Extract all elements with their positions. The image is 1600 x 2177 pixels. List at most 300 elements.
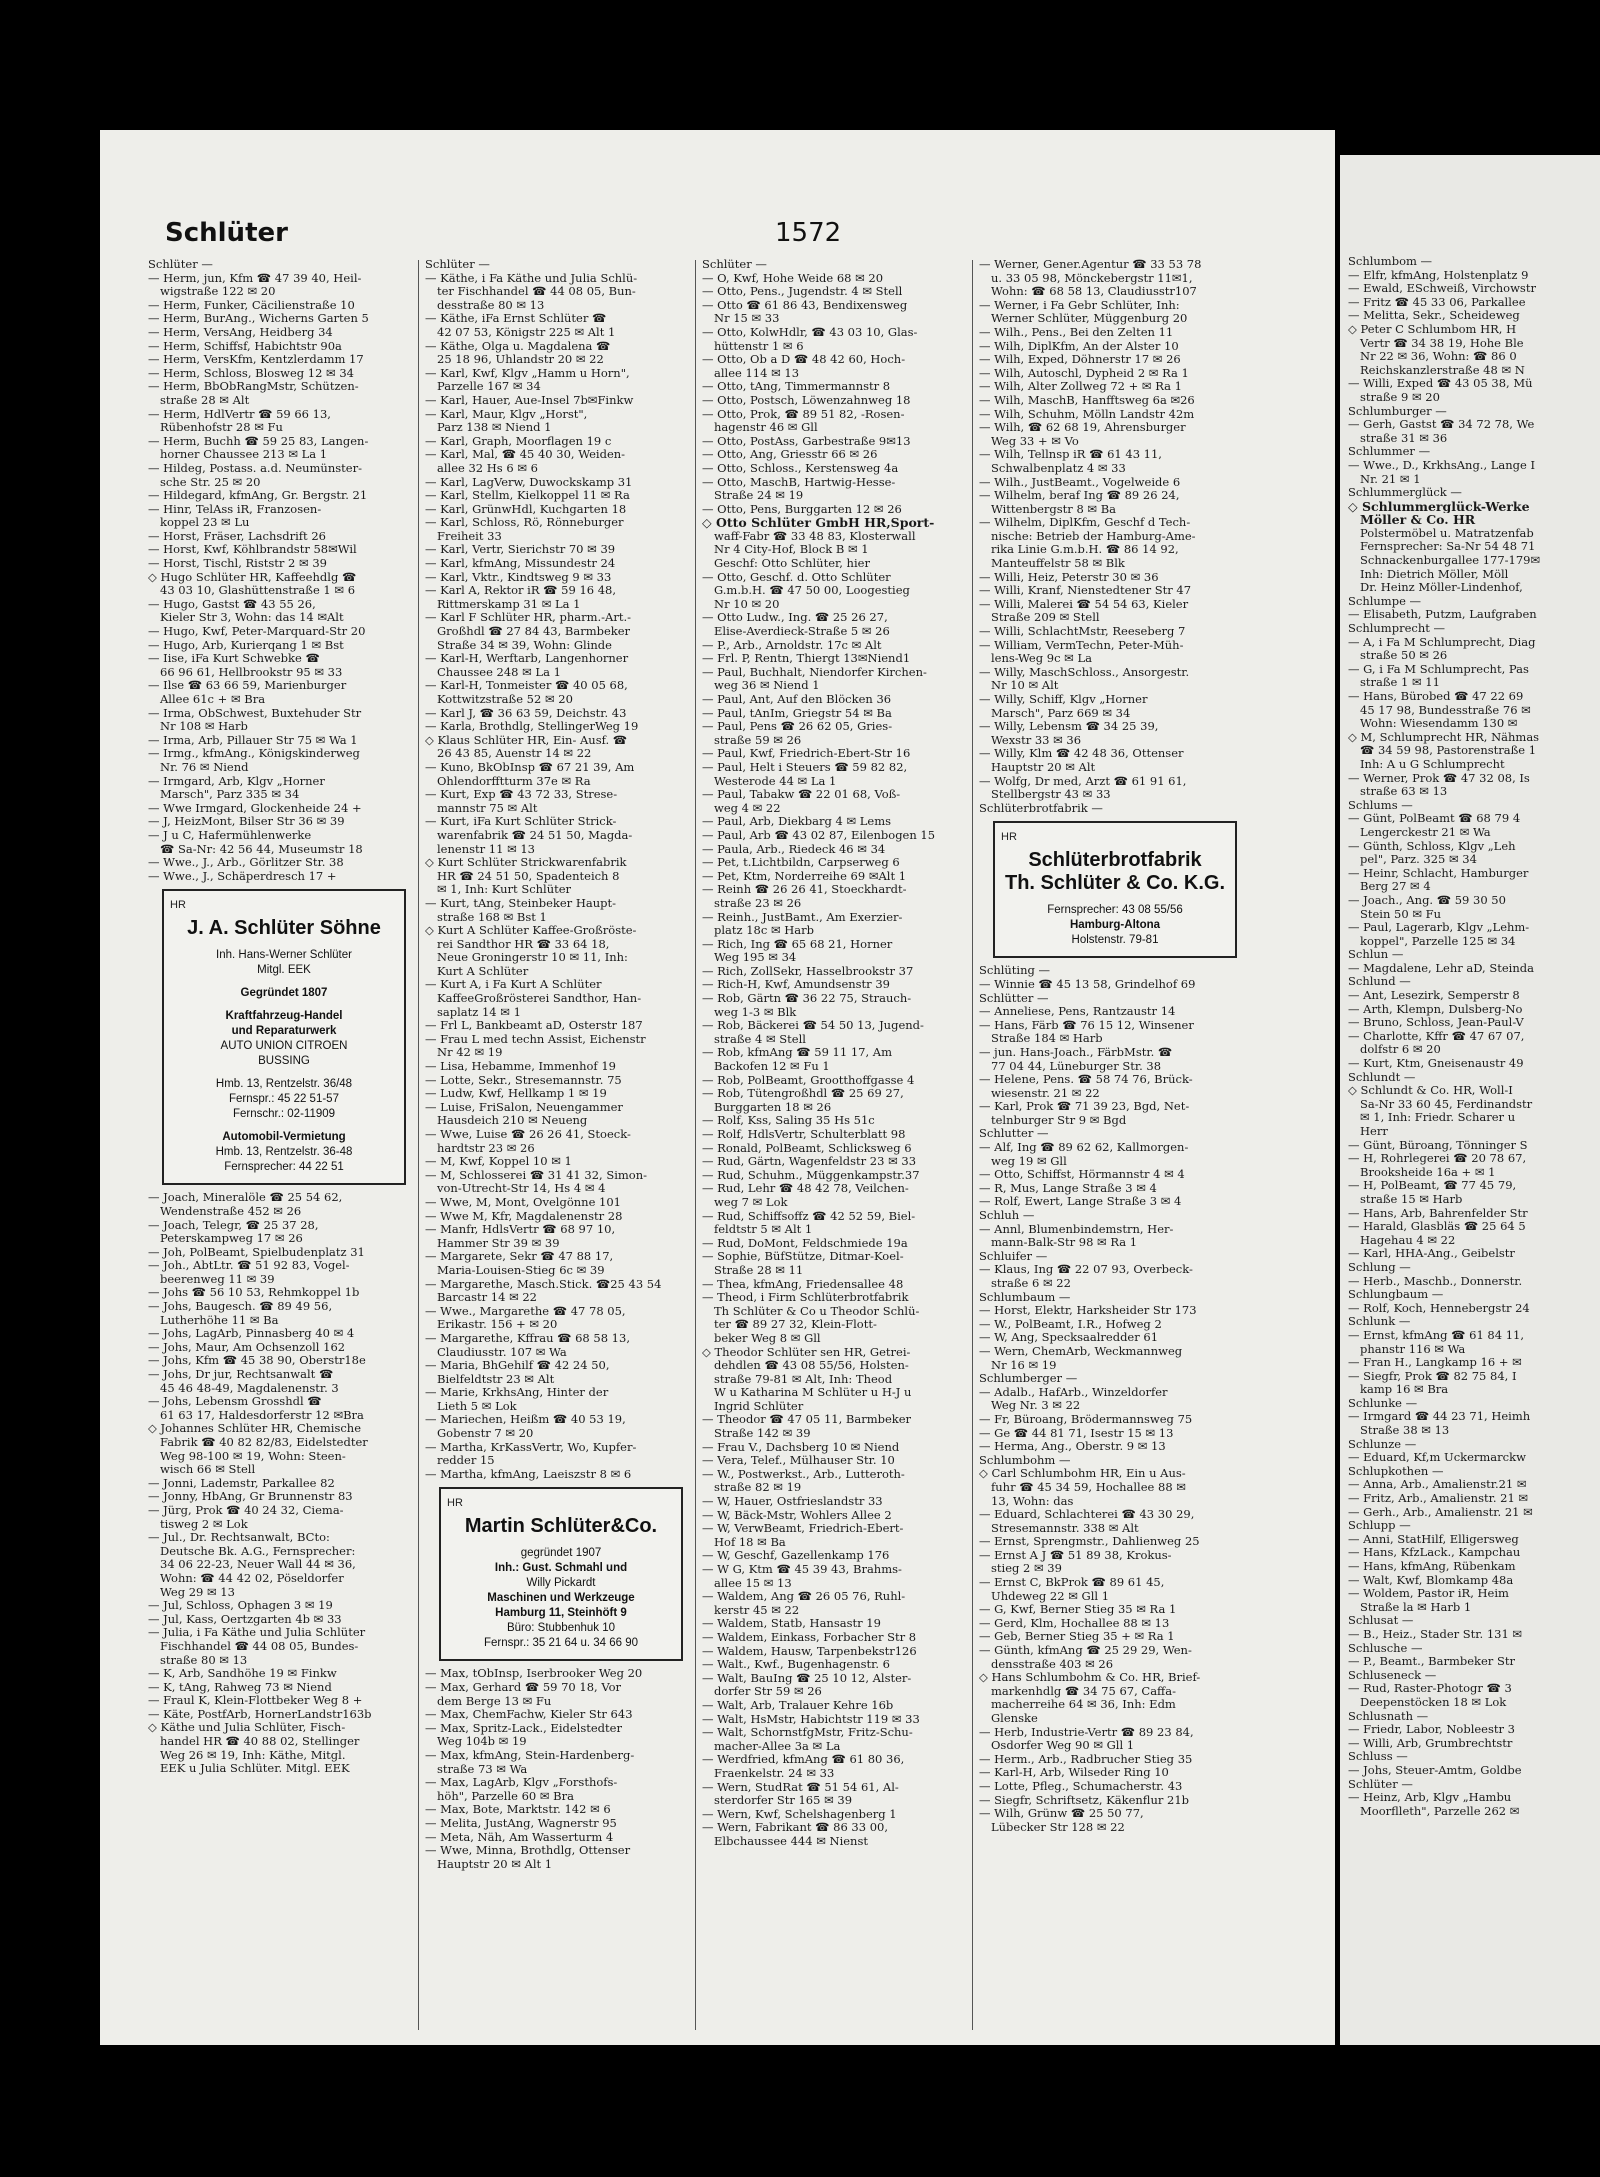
directory-entry-line: — Arth, Klempn, Dulsberg-No xyxy=(1348,1002,1523,1016)
directory-entry-line: wisch 66 ✉ Stell xyxy=(160,1463,256,1477)
directory-entry-line: straße 28 ✉ Alt xyxy=(160,393,250,407)
directory-entry-line: W u Katharina M Schlüter u H-J u xyxy=(714,1386,912,1400)
directory-entry-line: — Wwe, Minna, Brothdlg, Ottenser xyxy=(425,1844,631,1858)
directory-entry-line: — Karl, Kwf, Klgv „Hamm u Horn", xyxy=(425,366,630,380)
directory-entry-line: — P., Arb., Arnoldstr. 17c ✉ Alt xyxy=(702,638,882,652)
directory-entry-line: — Frl. P, Rentn, Thiergt 13✉Niend1 xyxy=(702,652,911,666)
directory-entry-line: Reichskanzlerstraße 48 ✉ N xyxy=(1360,363,1525,377)
directory-entry-line: Barcastr 14 ✉ 22 xyxy=(437,1291,537,1305)
directory-entry-line: — Joh., AbtLtr. ☎ 51 92 83, Vogel- xyxy=(148,1259,350,1273)
directory-entry-line: — Walt, HsMstr, Habichtstr 119 ✉ 33 xyxy=(702,1712,920,1726)
directory-entry-line: — Herm, VersAng, Heidberg 34 xyxy=(148,325,333,339)
directory-entry-line: — Annl, Blumenbindemstrn, Her- xyxy=(979,1222,1174,1236)
directory-entry-line: Burggarten 18 ✉ 26 xyxy=(714,1100,832,1114)
directory-entry-line: 45 17 98, Bundesstraße 76 ✉ xyxy=(1360,703,1531,717)
directory-entry-line: Schlüterbrotfabrik — xyxy=(979,801,1103,815)
directory-entry-line: — Wilh, Autoschl, Dypheid 2 ✉ Ra 1 xyxy=(979,366,1189,380)
directory-entry-line: Schluseneck — xyxy=(1348,1668,1437,1682)
directory-entry-line: Th Schlüter & Co u Theodor Schlü- xyxy=(714,1304,920,1318)
directory-entry-line: Schlumbohm — xyxy=(979,1453,1071,1467)
directory-entry-line: — Karl, Mal, ☎ 45 40 30, Weiden- xyxy=(425,448,626,462)
directory-entry-line: Glenske xyxy=(991,1712,1038,1725)
directory-entry-line: Schlunke — xyxy=(1348,1396,1418,1410)
directory-entry-line: — Waldem, Einkass, Forbacher Str 8 xyxy=(702,1630,917,1644)
directory-entry-line: — G, Kwf, Berner Stieg 35 ✉ Ra 1 xyxy=(979,1603,1177,1617)
directory-entry-line: — Bruno, Schloss, Jean-Paul-V xyxy=(1348,1016,1524,1030)
directory-entry-line: — Irma, Arb, Pillauer Str 75 ✉ Wa 1 xyxy=(148,733,358,747)
directory-entry-line: Rittmerskamp 31 ✉ La 1 xyxy=(437,597,581,611)
ad-title: Schlüterbrotfabrik Th. Schlüter & Co. K.G. xyxy=(1004,849,1225,895)
directory-entry-line: — Paul, Tabakw ☎ 22 01 68, Voß- xyxy=(702,788,901,802)
directory-entry-line: Schlupp — xyxy=(1348,1519,1411,1533)
directory-entry-line: — Rob, Tütengroßhdl ☎ 25 69 27, xyxy=(702,1087,904,1101)
directory-entry-line: — Otto, Postsch, Löwenzahnweg 18 xyxy=(702,393,911,407)
directory-entry-line: wiesenstr. 21 ✉ 22 xyxy=(991,1086,1100,1100)
directory-entry-line: macher-Allee 3a ✉ La xyxy=(714,1739,841,1753)
directory-entry-line: — Karl, LagVerw, Duwockskamp 31 xyxy=(425,475,633,489)
directory-entry-line: 77 04 44, Lüneburger Str. 38 xyxy=(991,1059,1162,1073)
ad-line: Kraftfahrzeug-Handel xyxy=(225,1010,343,1023)
directory-entry-line: — Margarethe, Kffrau ☎ 68 58 13, xyxy=(425,1331,630,1345)
directory-entry-line: — Johs ☎ 56 10 53, Rehmkoppel 1b xyxy=(148,1286,360,1300)
directory-entry-line: — Martha, kfmAng, Laeiszstr 8 ✉ 6 xyxy=(425,1467,632,1481)
directory-entry-line: — W., Postwerkst., Arb., Lutteroth- xyxy=(702,1467,905,1481)
directory-entry-line: Schluh — xyxy=(979,1209,1035,1223)
directory-entry-line: Fabrik ☎ 40 82 82/83, Eidelstedter xyxy=(160,1436,368,1449)
ad-line xyxy=(170,1122,398,1130)
directory-entry-line: straße 4 ✉ Stell xyxy=(714,1032,806,1046)
directory-entry-line: — Herb, Industrie-Vertr ☎ 89 23 84, xyxy=(979,1725,1194,1739)
directory-entry-line: Moorflleth", Parzelle 262 ✉ xyxy=(1360,1804,1520,1818)
directory-entry-line: — Herm, BbObRangMstr, Schützen- xyxy=(148,380,359,394)
directory-entry-line: Erikastr. 156 + ✉ 20 xyxy=(437,1318,558,1332)
directory-entry-line: — Max, LagArb, Klgv „Forsthofs- xyxy=(425,1776,618,1790)
ad-line: Fernspr.: 35 21 64 u. 34 66 90 xyxy=(483,1637,639,1650)
directory-entry-line: — Käte, PostfArb, HornerLandstr163b xyxy=(148,1707,372,1721)
directory-entry-line: Schlütter — xyxy=(979,991,1049,1005)
directory-entry-line: — Friedr, Labor, Nobleestr 3 xyxy=(1348,1723,1515,1737)
directory-entry-line: — Otto, Pens, Burggarten 12 ✉ 26 xyxy=(702,502,902,516)
directory-entry-line: redder 15 xyxy=(437,1454,495,1468)
directory-entry-line: — Wilh, Alter Zollweg 72 + ✉ Ra 1 xyxy=(979,380,1182,394)
directory-entry-line: fuhr ☎ 45 34 59, Hochallee 88 ✉ xyxy=(991,1480,1186,1494)
directory-entry-line: Dr. Heinz Möller-Lindenhof, xyxy=(1360,581,1523,595)
directory-entry-line: Weg 33 + ✉ Vo xyxy=(991,434,1079,448)
ad-line: Fernsprecher: 44 22 51 xyxy=(224,1161,344,1174)
directory-entry-line: — Jonny, HbAng, Gr Brunnenstr 83 xyxy=(148,1490,353,1504)
directory-entry-line: — Heinz, Arb, Klgv „Hambu xyxy=(1348,1791,1512,1805)
directory-entry-line: — Pet, t.Lichtbildn, Carpserweg 6 xyxy=(702,856,900,870)
directory-entry-line: — Gerd, Klm, Hochallee 88 ✉ 13 xyxy=(979,1616,1170,1630)
directory-entry-line: — Johs, Lebensm Grosshdl ☎ xyxy=(148,1395,322,1409)
directory-entry-line: Schlüter — xyxy=(702,258,767,271)
column-2 xyxy=(425,258,687,2038)
directory-entry-line: allee 114 ✉ 13 xyxy=(714,366,800,380)
directory-entry-line: — Hans, Bürobed ☎ 47 22 69 xyxy=(1348,690,1524,703)
ad-line: Maschinen und Werkzeuge xyxy=(487,1592,635,1605)
directory-entry-line: — Jonni, Lademstr, Parkallee 82 xyxy=(148,1476,335,1490)
directory-entry-line: — Karl, Stellm, Kielkoppel 11 ✉ Ra xyxy=(425,489,630,503)
directory-entry-line: Fraenkelstr. 24 ✉ 33 xyxy=(714,1766,835,1780)
directory-entry-line: — Maria, BhGehilf ☎ 42 24 50, xyxy=(425,1359,610,1373)
directory-entry-line: ◇ Kurt Schlüter Strickwarenfabrik xyxy=(425,856,627,870)
directory-entry-line: — Hugo, Gastst ☎ 43 55 26, xyxy=(148,597,316,611)
directory-entry-line: — Ilse ☎ 63 66 59, Marienburger xyxy=(148,679,347,693)
directory-entry-line: Lutherhöhe 11 ✉ Ba xyxy=(160,1313,279,1327)
directory-entry-line: Fernsprecher: Sa-Nr 54 48 71 xyxy=(1360,540,1536,554)
directory-entry-line: straße 1 ✉ 11 xyxy=(1360,676,1440,690)
directory-entry-line: Westerode 44 ✉ La 1 xyxy=(714,774,837,788)
directory-entry-line: — Hans, KfzLack., Kampchau xyxy=(1348,1546,1521,1560)
directory-entry-line: — Margarethe, Masch.Stick. ☎25 43 54 xyxy=(425,1277,662,1291)
directory-entry-line: — Alf, Ing ☎ 89 62 62, Kallmorgen- xyxy=(979,1141,1189,1155)
directory-entry-line: Wittenbergstr 8 ✉ Ba xyxy=(991,502,1117,516)
directory-entry-line: — Julia, i Fa Käthe und Julia Schlüter xyxy=(148,1626,366,1640)
directory-entry-line: Claudiusstr. 107 ✉ Wa xyxy=(437,1345,567,1359)
ad-line: Hmb. 13, Rentzelstr. 36-48 xyxy=(215,1146,353,1159)
directory-entry-line: desstraße 80 ✉ 13 xyxy=(437,298,545,312)
directory-entry-line: Weg 98-100 ✉ 19, Wohn: Steen- xyxy=(160,1449,346,1463)
directory-entry-line: — Charlotte, Kffr ☎ 47 67 07, xyxy=(1348,1029,1525,1043)
directory-entry-line: HR ☎ 24 51 50, Spadenteich 8 xyxy=(437,869,620,883)
directory-entry-line: — Wilh, MaschB, Hanfftsweg 6a ✉26 xyxy=(979,393,1195,407)
directory-entry-line: — M, Schlosserei ☎ 31 41 32, Simon- xyxy=(425,1168,647,1182)
directory-entry-line: — Karl J, ☎ 36 63 59, Deichstr. 43 xyxy=(425,706,627,720)
directory-entry-line: Peterskampweg 17 ✉ 26 xyxy=(160,1232,303,1246)
directory-entry-line: Schlusat — xyxy=(1348,1614,1414,1628)
directory-entry-line: — Wern, Fabrikant ☎ 86 33 00, xyxy=(702,1821,889,1835)
directory-entry-line: — Hugo, Arb, Kurierqang 1 ✉ Bst xyxy=(148,638,344,652)
directory-entry-line: — Anneliese, Pens, Rantzaustr 14 xyxy=(979,1005,1176,1019)
directory-entry-line: Inh: A u G Schlumprecht xyxy=(1360,757,1505,771)
directory-entry-line: 45 46 48-49, Magdalenenstr. 3 xyxy=(160,1381,339,1395)
advertisement-box xyxy=(439,1487,683,1661)
directory-entry-line: hardtstr 23 ✉ 26 xyxy=(437,1141,535,1155)
directory-entry-line: kerstr 45 ✉ 22 xyxy=(714,1603,800,1617)
directory-entry-line: Marsch", Parz 669 ✉ 34 xyxy=(991,706,1131,720)
directory-entry-line: ◇ M, Schlumprecht HR, Nähmas xyxy=(1348,730,1540,744)
directory-entry-line: Neue Groningerstr 10 ✉ 11, Inh: xyxy=(437,951,628,965)
directory-entry-line: — Karl, Vertr, Sierichstr 70 ✉ 39 xyxy=(425,543,616,557)
directory-entry-line: EEK u Julia Schlüter. Mitgl. EEK xyxy=(160,1762,350,1776)
directory-entry-line: — Herm, VersKfm, Kentzlerdamm 17 xyxy=(148,353,364,367)
directory-entry-line: — Ge ☎ 44 81 71, Isestr 15 ✉ 13 xyxy=(979,1426,1174,1440)
directory-entry-line: — Woldem, Pastor iR, Heim xyxy=(1348,1587,1509,1601)
directory-entry-line: Schlüter — xyxy=(425,258,490,271)
directory-entry-line: — Kurt A, i Fa Kurt A Schlüter xyxy=(425,978,602,992)
directory-entry-line: Großhdl ☎ 27 84 43, Barmbeker xyxy=(437,625,631,639)
directory-entry-line: — Paul, Arb, Diekbarg 4 ✉ Lems xyxy=(702,815,892,829)
directory-entry-line: — Karl, Vktr., Kindtsweg 9 ✉ 33 xyxy=(425,570,612,584)
directory-entry-line: — Karl, GrünwHdl, Kuchgarten 18 xyxy=(425,502,627,516)
directory-entry-line: — Hans, Färb ☎ 76 15 12, Winsener xyxy=(979,1018,1194,1032)
directory-entry-line: straße 50 ✉ 26 xyxy=(1360,649,1448,663)
directory-entry-line: mannstr 75 ✉ Alt xyxy=(437,801,538,815)
directory-entry-line: KaffeeGroßrösterei Sandthor, Han- xyxy=(437,992,642,1006)
next-page-edge xyxy=(1340,155,1600,2045)
directory-entry-line: — Karl, Maur, Klgv „Horst", xyxy=(425,407,588,421)
directory-entry-line: — Rolf, HdlsVertr, Schulterblatt 98 xyxy=(702,1128,906,1141)
directory-entry-line: — Theodor ☎ 47 05 11, Barmbeker xyxy=(702,1413,912,1427)
directory-entry-line: — Mariechen, Heißm ☎ 40 53 19, xyxy=(425,1413,626,1427)
directory-entry-line: — Wilh, Grünw ☎ 25 50 77, xyxy=(979,1807,1144,1821)
directory-entry-line: — Wilh, ☎ 62 68 19, Ahrensburger xyxy=(979,421,1186,435)
directory-entry-line: — Manfr, HdlsVertr ☎ 68 97 10, xyxy=(425,1223,616,1237)
listing-columns xyxy=(148,258,1328,2038)
directory-entry-line: — Max, ChemFachw, Kieler Str 643 xyxy=(425,1708,633,1722)
directory-entry-line: — O, Kwf, Hohe Weide 68 ✉ 20 xyxy=(702,271,884,285)
directory-entry-line: höh", Parzelle 60 ✉ Bra xyxy=(437,1789,574,1803)
directory-entry-line: — Walt., Kwf., Bugenhagenstr. 6 xyxy=(702,1658,890,1672)
directory-entry-line: ◇ Käthe und Julia Schlüter, Fisch- xyxy=(148,1721,346,1735)
directory-entry-line: — Herm, HdlVertr ☎ 59 66 13, xyxy=(148,407,331,421)
directory-entry-line: hagenstr 46 ✉ Gll xyxy=(714,421,818,435)
directory-entry-line: — Käthe, Olga u. Magdalena ☎ xyxy=(425,339,611,353)
directory-entry-line: — Johs, Steuer-Amtm, Goldbe xyxy=(1348,1763,1522,1777)
directory-entry-line: Deutsche Bk. A.G., Fernsprecher: xyxy=(160,1544,356,1558)
directory-entry-line: koppel", Parzelle 125 ✉ 34 xyxy=(1360,934,1516,948)
directory-entry-line: — Werner, Prok ☎ 47 32 08, Is xyxy=(1348,771,1530,785)
directory-entry-line: Nr 42 ✉ 19 xyxy=(437,1046,503,1060)
directory-entry-line: — Heinr, Schlacht, Hamburger xyxy=(1348,866,1529,880)
directory-entry-line: — Wwe., D., KrkhsAng., Lange I xyxy=(1348,458,1536,472)
directory-entry-line: — Wwe, M, Mont, Ovelgönne 101 xyxy=(425,1195,621,1209)
directory-entry-line: Schlummerglück — xyxy=(1348,486,1462,500)
directory-entry-line: — Elisabeth, Putzm, Laufgraben xyxy=(1348,608,1537,622)
directory-entry-line: — Rob, kfmAng ☎ 59 11 17, Am xyxy=(702,1046,892,1060)
directory-entry-line: — Lotte, Sekr., Stresemannstr. 75 xyxy=(425,1073,622,1087)
directory-entry-line: — Karl F Schlüter HR, pharm.-Art.- xyxy=(425,611,631,625)
directory-entry-line: Schlumpe — xyxy=(1348,594,1422,608)
directory-entry-line: — Herb., Maschb., Donnerstr. xyxy=(1348,1274,1523,1288)
directory-entry-line: — Rud, Schiffsoffz ☎ 42 52 59, Biel- xyxy=(702,1209,916,1223)
directory-entry-line: — Rob, Gärtn ☎ 36 22 75, Strauch- xyxy=(702,992,912,1006)
directory-entry-line: — Kurt, tAng, Steinbeker Haupt- xyxy=(425,896,616,910)
directory-entry-line: — Paul, Pens ☎ 26 62 05, Gries- xyxy=(702,720,893,734)
directory-entry-line: ◇ Klaus Schlüter HR, Ein- Ausf. ☎ xyxy=(425,733,628,747)
directory-entry-line: — Wwe., Margarethe ☎ 47 78 05, xyxy=(425,1304,626,1318)
directory-entry-line: — Joach, Mineralöle ☎ 25 54 62, xyxy=(148,1191,343,1205)
directory-entry-line: rika Linie G.m.b.H. ☎ 86 14 92, xyxy=(991,543,1179,557)
directory-entry-line: — Wwe M, Kfr, Magdalenenstr 28 xyxy=(425,1209,623,1223)
directory-entry-line: allee 15 ✉ 13 xyxy=(714,1576,792,1590)
directory-entry-line: — Kurt, iFa Kurt Schlüter Strick- xyxy=(425,815,617,829)
directory-entry-line: straße 80 ✉ 13 xyxy=(160,1653,248,1667)
directory-entry-line: — Herm, Buchh ☎ 59 25 83, Langen- xyxy=(148,434,369,448)
directory-entry-line: von-Utrecht-Str 14, Hs 4 ✉ 4 xyxy=(437,1182,606,1196)
directory-entry-line: — Otto, KolwHdlr, ☎ 43 03 10, Glas- xyxy=(702,325,918,339)
directory-entry-line: ◇ Schlummerglück-Werke xyxy=(1348,499,1530,514)
advertisement-box xyxy=(993,821,1237,958)
directory-entry-line: — Willi, Arb, Grumbrechtstr xyxy=(1348,1736,1513,1750)
directory-entry-line: Schwalbenplatz 4 ✉ 33 xyxy=(991,461,1126,475)
directory-entry-line: ◇ Johannes Schlüter HR, Chemische xyxy=(148,1422,362,1436)
directory-entry-line: — Joach., Ang. ☎ 59 30 50 xyxy=(1348,893,1506,907)
directory-entry-line: Straße 142 ✉ 39 xyxy=(714,1427,811,1441)
directory-entry-line: — W, Bäck-Mstr, Wohlers Allee 2 xyxy=(702,1508,892,1522)
directory-entry-line: — Rob, PolBeamt, Grootthoffgasse 4 xyxy=(702,1073,915,1087)
directory-entry-line: — J, HeizMont, Bilser Str 36 ✉ 39 xyxy=(148,815,345,829)
directory-entry-line: — Wern, StudRat ☎ 51 54 61, Al- xyxy=(702,1780,899,1794)
directory-entry-line: — Max, Bote, Marktstr. 142 ✉ 6 xyxy=(425,1803,611,1817)
directory-entry-line: — Adalb., HafArb., Winzeldorfer xyxy=(979,1385,1168,1399)
ad-line: Automobil-Vermietung xyxy=(222,1131,346,1144)
directory-entry-line: — Herm, BurAng., Wicherns Garten 5 xyxy=(148,312,369,326)
directory-entry-line: markenhdlg ☎ 34 75 67, Caffa- xyxy=(991,1684,1176,1698)
directory-entry-line: ✉ 1, Inh: Kurt Schlüter xyxy=(437,883,572,897)
column-4 xyxy=(979,258,1241,2038)
directory-entry-line: — jun. Hans-Joach., FärbMstr. ☎ xyxy=(979,1045,1173,1059)
directory-entry-line: Wohn: Wiesendamm 130 ✉ xyxy=(1360,717,1518,731)
directory-entry-line: — Karl, HHA-Ang., Geibelstr xyxy=(1348,1247,1515,1261)
directory-entry-line: — Willi, Exped ☎ 43 05 38, Mü xyxy=(1348,377,1533,391)
directory-entry-line: wigstraße 122 ✉ 20 xyxy=(160,285,276,299)
directory-entry-line: Weg 195 ✉ 34 xyxy=(714,951,797,965)
directory-entry-line: beerenweg 11 ✉ 39 xyxy=(160,1272,275,1286)
directory-entry-line: Nr. 76 ✉ Niend xyxy=(160,760,249,774)
directory-entry-line: u. 33 05 98, Mönckebergstr 11✉1, xyxy=(991,271,1193,285)
directory-entry-line: — Ernst A J ☎ 51 89 38, Krokus- xyxy=(979,1548,1172,1562)
directory-entry-line: — Paul, tAnIm, Griegstr 54 ✉ Ba xyxy=(702,706,892,720)
ad-line: Fernspr.: 45 22 51-57 xyxy=(229,1093,339,1106)
directory-entry-line: Schlupkothen — xyxy=(1348,1464,1444,1478)
directory-entry-line: Straße 184 ✉ Harb xyxy=(991,1032,1103,1046)
ad-line: BUSSING xyxy=(258,1055,310,1068)
directory-entry-line: — Frl L, Bankbeamt aD, Osterstr 187 xyxy=(425,1019,643,1033)
directory-entry-line: — Reinh ☎ 26 26 41, Stoeckhardt- xyxy=(702,883,907,897)
directory-entry-line: — Eduard, Kf,m Uckermarckw xyxy=(1348,1451,1526,1465)
directory-entry-line: 34 06 22-23, Neuer Wall 44 ✉ 36, xyxy=(160,1558,356,1572)
directory-entry-line: nische: Betrieb der Hamburg-Ame- xyxy=(991,529,1196,543)
directory-entry-line: — Otto Ludw., Ing. ☎ 25 26 27, xyxy=(702,611,888,625)
directory-entry-line: Allee 61c + ✉ Bra xyxy=(160,693,266,706)
directory-entry-line: Schlusnath — xyxy=(1348,1709,1429,1723)
directory-entry-line: — Horst, Elektr, Harksheider Str 173 xyxy=(979,1304,1197,1318)
directory-entry-line: beker Weg 8 ✉ Gll xyxy=(714,1331,821,1345)
directory-entry-line: Weg Nr. 3 ✉ 22 xyxy=(991,1399,1081,1413)
directory-entry-line: Geschf: Otto Schlüter, hier xyxy=(714,557,870,571)
directory-entry-line: — Iise, iFa Kurt Schwebke ☎ xyxy=(148,652,320,666)
directory-entry-line: — Fr, Büroang, Brödermannsweg 75 xyxy=(979,1412,1193,1426)
directory-entry-line: Schnackenburgallee 177-179✉ xyxy=(1360,554,1541,568)
directory-entry-line: — K, tAng, Rahweg 73 ✉ Niend xyxy=(148,1680,332,1694)
directory-entry-line: Freiheit 33 xyxy=(437,529,502,543)
directory-entry-line: — G, i Fa M Schlumprecht, Pas xyxy=(1348,662,1529,676)
directory-entry-line: weg 4 ✉ 22 xyxy=(714,801,781,815)
directory-entry-line: — Otto, Pens., Jugendstr. 4 ✉ Stell xyxy=(702,285,903,299)
directory-entry-line: Vertr ☎ 34 38 19, Hohe Ble xyxy=(1360,336,1524,350)
directory-entry-line: — Siegfr, Prok ☎ 82 75 84, I xyxy=(1348,1369,1517,1383)
directory-entry-line: — Wwe., J., Schäperdresch 17 + xyxy=(148,869,337,883)
directory-entry-line: stieg 2 ✉ 39 xyxy=(991,1562,1062,1576)
directory-entry-line: ter Fischhandel ☎ 44 08 05, Bun- xyxy=(437,285,636,299)
directory-entry-line: — Rud, Raster-Photogr ☎ 3 xyxy=(1348,1682,1512,1696)
ad-line: Fernsprecher: 43 08 55/56 xyxy=(1047,904,1183,917)
directory-entry-line: Schlunk — xyxy=(1348,1315,1411,1329)
directory-entry-line: dehdlen ☎ 43 08 55/56, Holsten- xyxy=(714,1359,909,1373)
directory-entry-line: — Otto, PostAss, Garbestraße 9✉13 xyxy=(702,434,911,448)
directory-entry-line: Elise-Averdieck-Straße 5 ✉ 26 xyxy=(714,625,890,639)
directory-entry-line: Schlungbaum — xyxy=(1348,1288,1444,1302)
directory-entry-line: Straße 34 ✉ 39, Wohn: Glinde xyxy=(437,638,612,652)
directory-entry-line: — Kuno, BkObInsp ☎ 67 21 39, Am xyxy=(425,760,635,774)
ad-line: Fernschr.: 02-11909 xyxy=(232,1108,336,1121)
directory-entry-line: Nr 10 ✉ 20 xyxy=(714,597,780,611)
directory-entry-line: Schlundt — xyxy=(1348,1070,1416,1084)
directory-entry-line: pel", Parz. 325 ✉ 34 xyxy=(1360,853,1477,867)
directory-entry-line: — Johs, LagArb, Pinnasberg 40 ✉ 4 xyxy=(148,1327,355,1341)
directory-entry-line: Schlumprecht — xyxy=(1348,622,1446,636)
directory-entry-line: dorfer Str 59 ✉ 26 xyxy=(714,1685,822,1699)
directory-entry-line: Hagehau 4 ✉ 22 xyxy=(1360,1233,1456,1247)
directory-entry-line: — Herm, jun, Kfm ☎ 47 39 40, Heil- xyxy=(148,271,362,285)
directory-entry-line: Nr 108 ✉ Harb xyxy=(160,720,248,734)
directory-entry-line: — Herm, Funker, Cäcilienstraße 10 xyxy=(148,298,355,312)
directory-entry-line: Schlung — xyxy=(1348,1260,1411,1274)
directory-entry-line: — Werdfried, kfmAng ☎ 61 80 36, xyxy=(702,1753,905,1767)
directory-entry-line: Weg 104b ✉ 19 xyxy=(437,1735,527,1749)
directory-entry-line: Berg 27 ✉ 4 xyxy=(1360,880,1431,894)
directory-entry-line: — W, Geschf, Gazellenkamp 176 xyxy=(702,1549,890,1563)
directory-entry-line: — Herma, Ang., Oberstr. 9 ✉ 13 xyxy=(979,1440,1166,1454)
directory-entry-line: — Theod, i Firm Schlüterbrotfabrik xyxy=(702,1291,909,1305)
directory-entry-line: phanstr 116 ✉ Wa xyxy=(1360,1342,1466,1356)
directory-entry-line: Brooksheide 16a + ✉ 1 xyxy=(1360,1165,1496,1179)
directory-entry-line: — Karl-H, Werftarb, Langenhorner xyxy=(425,652,629,666)
ad-line: Gegründet 1807 xyxy=(240,987,328,1000)
ad-side-marker: HR xyxy=(170,899,186,912)
directory-entry-line: Nr 22 ✉ 36, Wohn: ☎ 86 0 xyxy=(1360,350,1517,364)
directory-entry-line: ◇ Carl Schlumbohm HR, Ein u Aus- xyxy=(979,1467,1186,1481)
directory-entry-line: Schlumberger — xyxy=(979,1372,1078,1386)
directory-entry-line: — Hildeg, Postass. a.d. Neumünster- xyxy=(148,461,362,475)
directory-entry-line: Schlumbom — xyxy=(1348,255,1433,268)
directory-entry-line: — Fraul K, Klein-Flottbeker Weg 8 + xyxy=(148,1694,363,1708)
ad-line xyxy=(170,1069,398,1077)
directory-entry-line: — Karl A, Rektor iR ☎ 59 16 48, xyxy=(425,584,617,598)
directory-entry-line: — Thea, kfmAng, Friedensallee 48 xyxy=(702,1277,904,1291)
directory-entry-line: — Lotte, Pfleg., Schumacherstr. 43 xyxy=(979,1779,1183,1793)
directory-entry-line: — Lisa, Hebamme, Immenhof 19 xyxy=(425,1060,616,1074)
directory-entry-line: — Ernst, Sprengmstr., Dahlienweg 25 xyxy=(979,1535,1200,1549)
directory-entry-line: — Paul, Ant, Auf den Blöcken 36 xyxy=(702,693,892,706)
directory-entry-line: — Hans, Arb, Bahrenfelder Str xyxy=(1348,1206,1528,1220)
directory-entry-line: — Werner, Gener.Agentur ☎ 33 53 78 xyxy=(979,258,1202,271)
directory-entry-line: ◇ Hans Schlumbohm & Co. HR, Brief- xyxy=(979,1671,1201,1685)
directory-entry-line: hüttenstr 1 ✉ 6 xyxy=(714,339,804,353)
directory-entry-line: ter ☎ 89 27 32, Klein-Flott- xyxy=(714,1318,877,1332)
running-head xyxy=(165,218,1315,258)
directory-entry-line: Schlüter — xyxy=(1348,1777,1413,1791)
directory-entry-line: straße 79-81 ✉ Alt, Inh: Theod xyxy=(714,1372,893,1386)
directory-entry-line: ◇ Schlundt & Co. HR, Woll-I xyxy=(1348,1084,1513,1098)
directory-entry-line: — Jul, Kass, Oertzgarten 4b ✉ 33 xyxy=(148,1612,342,1626)
directory-entry-line: — Waldem, Hausw, Tarpenbekstr126 xyxy=(702,1644,917,1658)
directory-entry-line: — P., Beamt., Barmbeker Str xyxy=(1348,1655,1515,1669)
directory-entry-line: — Irmgard, Arb, Klgv „Horner xyxy=(148,774,325,788)
directory-entry-line: — Anni, StatHilf, Elligersweg xyxy=(1348,1532,1519,1546)
directory-entry-line: — Margarete, Sekr ☎ 47 88 17, xyxy=(425,1250,614,1264)
directory-entry-line: G.m.b.H. ☎ 47 50 00, Loogestieg xyxy=(714,584,910,598)
directory-entry-line: — R, Mus, Lange Straße 3 ✉ 4 xyxy=(979,1181,1157,1195)
directory-entry-line: straße 9 ✉ 20 xyxy=(1360,390,1440,404)
directory-entry-line: Schlunze — xyxy=(1348,1437,1417,1451)
directory-entry-line: — Martha, KrKassVertr, Wo, Kupfer- xyxy=(425,1440,637,1454)
directory-entry-line: densstraße 403 ✉ 26 xyxy=(991,1657,1114,1671)
directory-entry-line: — Günt, PolBeamt ☎ 68 79 4 xyxy=(1348,812,1521,826)
directory-page xyxy=(100,130,1335,2045)
directory-entry-line: — Johs, Dr jur, Rechtsanwalt ☎ xyxy=(148,1368,334,1382)
